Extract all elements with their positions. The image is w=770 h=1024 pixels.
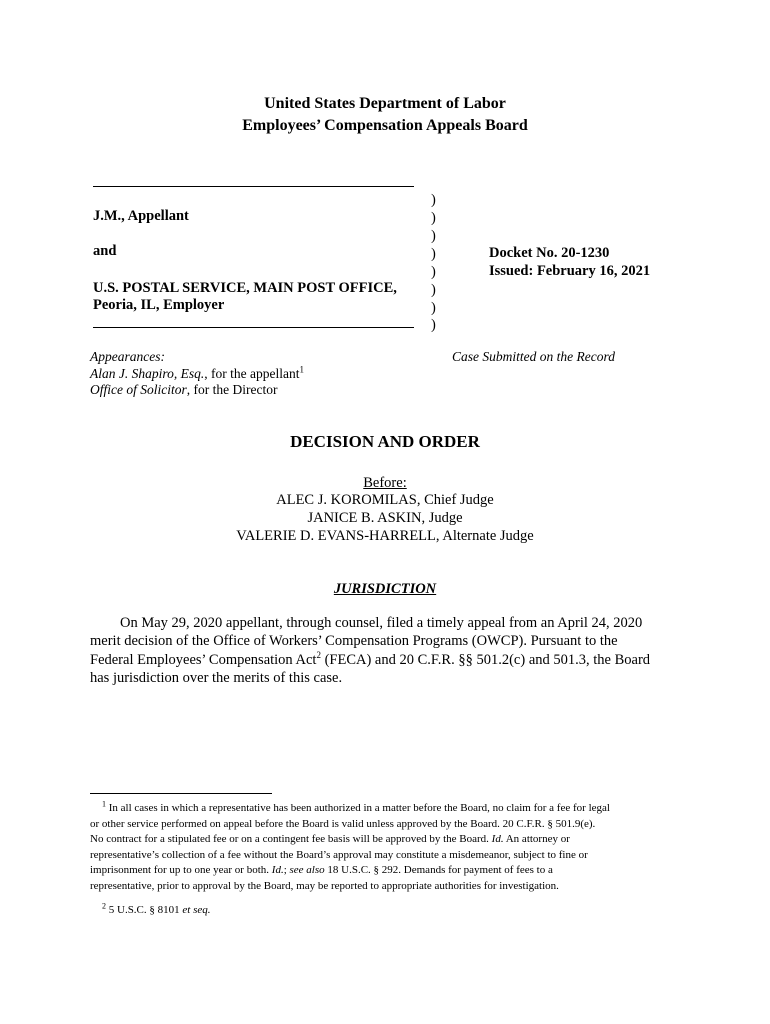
employer-line-1: U.S. POSTAL SERVICE, MAIN POST OFFICE, [93,280,397,296]
jurisdiction-line-2: merit decision of the Office of Workers’ Compensation Programs (OWCP). Pursuant to the [90,633,618,649]
board-title: Employees’ Compensation Appeals Board [242,117,528,134]
jurisdiction-line-4: has jurisdiction over the merits of this case. [90,670,343,686]
director-counsel-name: Office of Solicitor [90,382,187,397]
footnote-separator [90,793,272,794]
footnote-1-line-5 [90,863,680,879]
footnote-1-text: ; [283,864,290,876]
jurisdiction-heading: JURISDICTION [333,581,437,597]
caption-paren: ) [431,228,436,244]
footnote-1-see-also: see also [289,864,325,876]
footnote-1-text: imprisonment for up to one year or both. [90,864,272,876]
judge-askin: JANICE B. ASKIN, Judge [307,510,463,526]
jurisdiction-line-3 [90,651,680,669]
footnote-2-mark: 2 [102,901,106,911]
caption-paren: ) [431,282,436,298]
footnote-ref-2[interactable]: 2 [316,650,321,661]
agency-title: United States Department of Labor [264,95,506,112]
caption-paren: ) [431,210,436,226]
footnote-1-line-2: or other service performed on appeal before the Board is valid unless approved by the Board. 20 C.F.R. § 501.9(e). [90,817,596,830]
caption-paren: ) [431,246,436,262]
footnote-2-et-seq: et seq. [182,904,211,916]
judge-alternate: VALERIE D. EVANS-HARRELL, Alternate Judge [236,528,534,544]
caption-and: and [93,243,117,259]
caption-paren: ) [431,317,436,333]
caption-paren: ) [431,264,436,280]
footnote-1 [90,801,680,894]
appearances-heading: Appearances: [90,349,165,364]
footnote-1-line-4: representative’s collection of a fee without the Board’s approval may constitute a misdemeanor, subject to fine or [90,848,588,861]
footnote-1-id-cite: Id. [491,833,504,845]
director-counsel-role: , for the Director [186,382,278,397]
appellant-counsel-role: , for the appellant [204,366,300,381]
decision-title: DECISION AND ORDER [290,432,480,451]
docket-number: Docket No. 20-1230 [489,245,610,261]
footnote-1-line-3 [90,832,680,848]
footnote-1-text: In all cases in which a representative has been authorized in a matter before the Board, no claim for a fee for legal [106,802,610,814]
footnote-2 [102,903,680,919]
issued-date: Issued: February 16, 2021 [489,263,651,279]
appellant-counsel-name: Alan J. Shapiro, Esq. [90,366,205,381]
footnote-1-mark: 1 [102,799,106,809]
caption-bottom-rule [93,327,414,328]
appearance-appellant [90,366,304,382]
caption-top-rule [93,186,414,187]
footnote-1-text: 18 U.S.C. § 292. Demands for payment of fees to a [324,864,553,876]
feca-cite: (FECA) and 20 C.F.R. §§ 501.2(c) and 501.3, the Board [320,652,651,668]
footnote-1-line-1 [90,801,680,817]
footnote-1-id-cite: Id. [271,864,284,876]
appearance-director [90,382,277,398]
footnote-1-line-6: representative, prior to approval by the Board, may be reported to appropriate authorities for investigation. [90,879,559,892]
before-label: Before: [363,475,407,491]
case-submitted-note: Case Submitted on the Record [452,349,615,364]
panel-before-label [0,474,770,492]
employer-line-2: Peoria, IL, Employer [93,297,225,313]
appellant-name: J.M., Appellant [93,208,189,224]
footnote-ref-1[interactable]: 1 [299,364,304,375]
caption-paren: ) [431,300,436,316]
footnote-1-text: No contract for a stipulated fee or on a contingent fee basis will be approved by the Board. [90,833,492,845]
footnote-2-text: 5 U.S.C. § 8101 [106,904,183,916]
feca-name: Federal Employees’ Compensation Act [90,652,317,668]
jurisdiction-line-1: On May 29, 2020 appellant, through counsel, filed a timely appeal from an April 24, 2020 [120,615,643,631]
footnote-1-text: An attorney or [503,833,570,845]
judge-chief: ALEC J. KOROMILAS, Chief Judge [276,492,494,508]
jurisdiction-heading-wrap [0,580,770,598]
caption-paren: ) [431,192,436,208]
